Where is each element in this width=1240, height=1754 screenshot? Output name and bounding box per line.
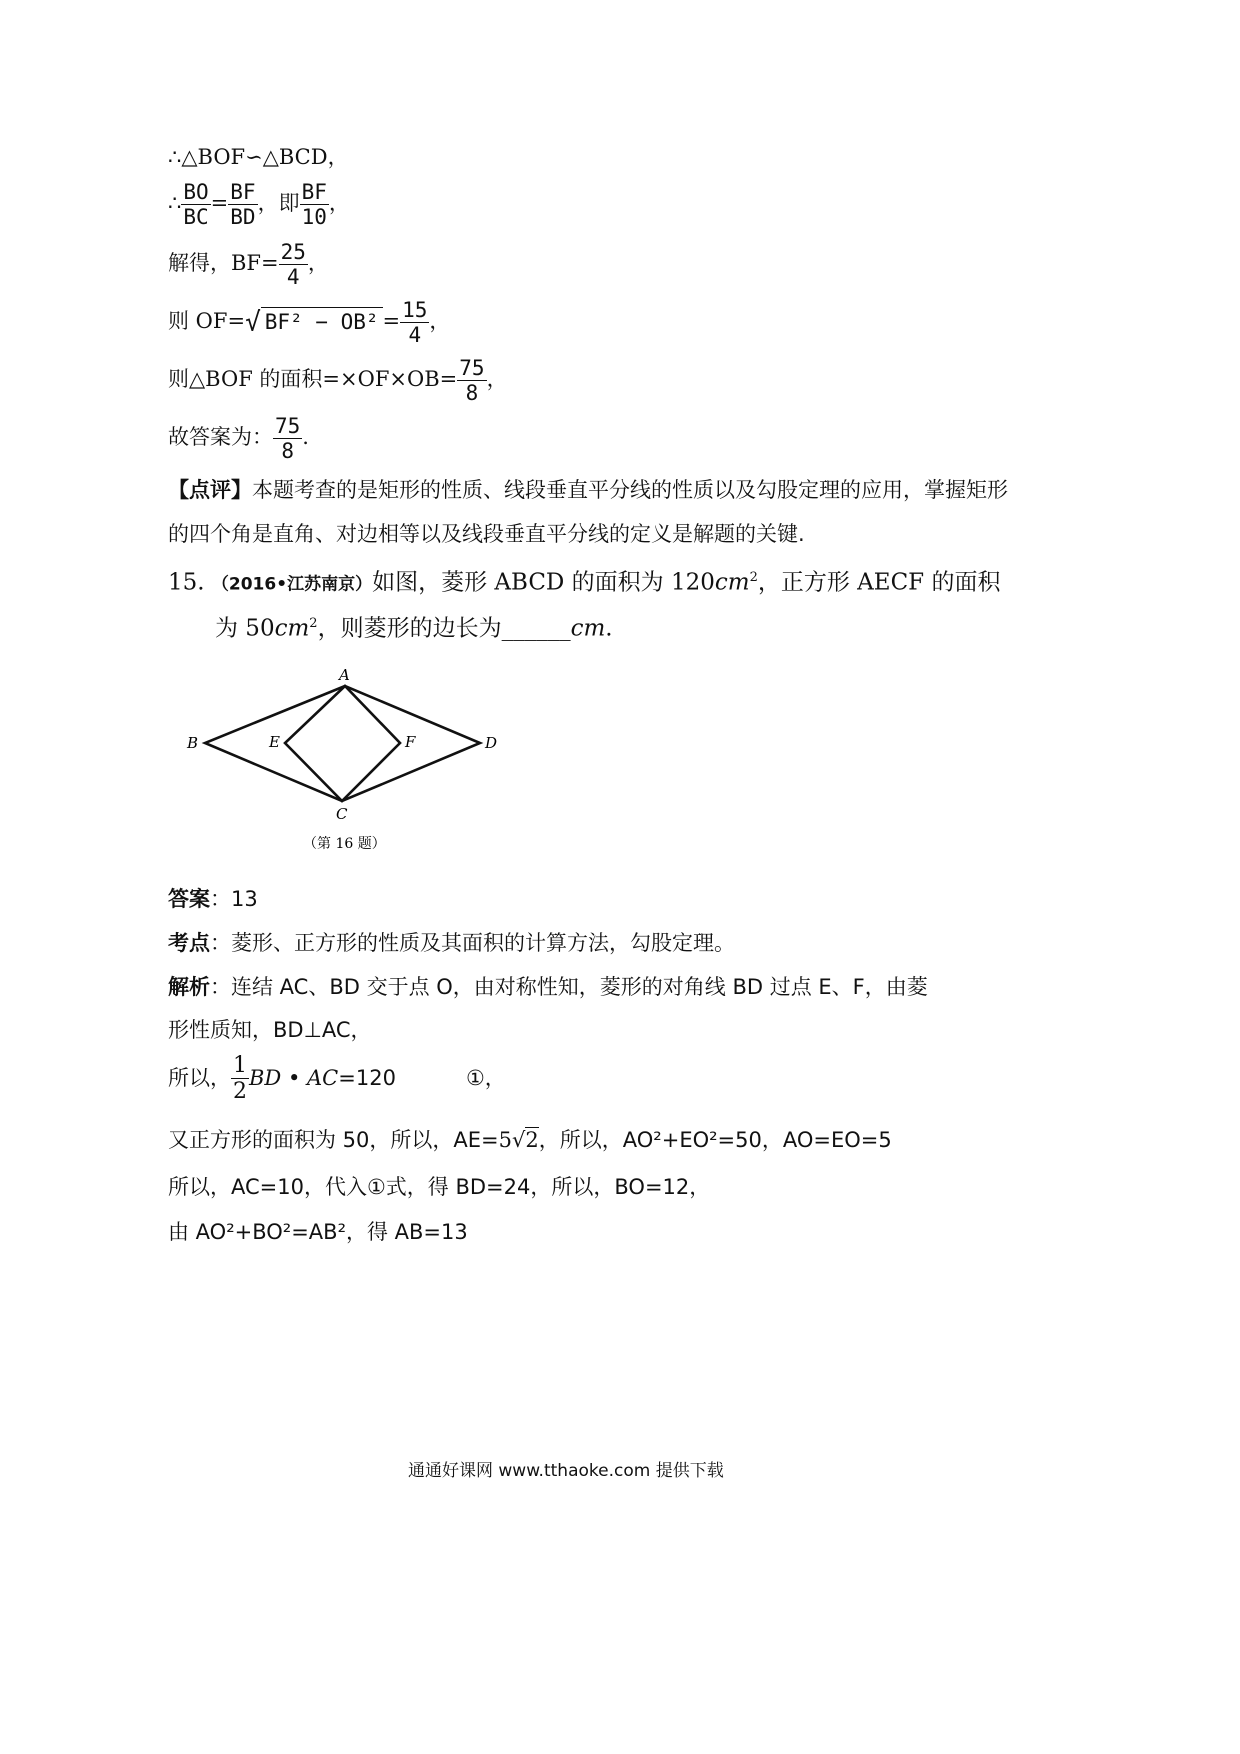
figure-caption: （第 16 题）	[303, 836, 386, 852]
sqrt-symbol-2: √	[512, 1128, 526, 1152]
jiexi-line-2: 形性质知，BD⊥AC，	[168, 1018, 372, 1042]
jiexi-line-4: 又正方形的面积为 50，所以，AE=5√2，所以，AO²+EO²=50，AO=EO=5	[168, 1128, 892, 1152]
jiexi-label: 解析	[168, 975, 210, 999]
proof-line-of: 则 OF=√ BF² − OB² = $\frac{15}{4}$ ，	[168, 298, 451, 348]
comment-label: 【点评】	[168, 478, 252, 502]
fraction-bf-10: $\frac{BF}{10}$	[301, 180, 327, 230]
proof-line-ratio: ∴ $\frac{BO}{BC}$ = $\frac{BF}{BD}$ ，即 $\frac{BF}{10}$ ，	[168, 180, 350, 230]
proof-line-area: 则△BOF 的面积=×OF×OB= $\frac{75}{8}$ ，	[168, 356, 508, 406]
fraction-75-8-area: $\frac{75}{8}$	[459, 356, 485, 406]
problem-number: 15.	[168, 569, 205, 596]
fraction-bo-bc: $\frac{BO}{BC}$	[183, 180, 209, 230]
label-d: D	[485, 734, 498, 752]
comment-line-2: 的四个角是直角、对边相等以及线段垂直平分线的定义是解题的关键.	[168, 522, 805, 546]
label-b: B	[187, 734, 199, 752]
fraction-25-4: $\frac{25}{4}$	[280, 240, 306, 290]
answer-line: 答案：13	[168, 887, 258, 911]
therefore-symbol: ∴	[168, 191, 182, 216]
answer-value: 13	[231, 887, 258, 911]
sqrt-radicand: BF² − OB²	[261, 307, 383, 334]
proof-line-similar: ∴△BOF∽△BCD，	[168, 145, 349, 169]
label-a: A	[339, 666, 350, 684]
jiexi-line-3: 所以， $\frac{1}{2}$ BD • AC=120 ①，	[168, 1053, 506, 1105]
problem-line-2: 为 $50cm^2$，则菱形的边长为______cm.	[215, 615, 613, 642]
proof-line-bf: 解得，BF= $\frac{25}{4}$ ，	[168, 240, 329, 290]
kaodian-line: 考点：菱形、正方形的性质及其面积的计算方法，勾股定理。	[168, 931, 735, 955]
problem-line-1: 15. （2016•江苏南京）如图，菱形 ABCD 的面积为 $120cm^2$，正方形 AECF 的面积	[168, 569, 1001, 596]
problem-source: （2016•江苏南京）	[211, 574, 373, 595]
fraction-one-half: $\frac{1}{2}$	[233, 1053, 247, 1105]
rhombus-abcd	[205, 686, 480, 801]
jiexi-line-5: 所以，AC=10，代入①式，得 BD=24，所以，BO=12，	[168, 1175, 711, 1199]
fraction-75-8-answer: $\frac{75}{8}$	[275, 414, 301, 464]
fraction-bf-bd: $\frac{BF}{BD}$	[230, 180, 256, 230]
fraction-15-4: $\frac{15}{4}$	[402, 298, 428, 348]
label-f: F	[405, 733, 416, 751]
label-e: E	[269, 733, 280, 751]
jiexi-line-6: 由 AO²+BO²=AB²，得 AB=13	[168, 1220, 468, 1244]
kaodian-label: 考点	[168, 931, 210, 955]
jiexi-line-1: 解析：连结 AC、BD 交于点 O，由对称性知，菱形的对角线 BD 过点 E、F，由菱	[168, 975, 928, 999]
answer-label: 答案	[168, 887, 210, 911]
rhombus-figure	[175, 660, 515, 860]
sqrt-symbol: √	[245, 307, 261, 338]
proof-line-answer: 故答案为： $\frac{75}{8}$ .	[168, 414, 309, 464]
comment-line-1: 【点评】本题考查的是矩形的性质、线段垂直平分线的性质以及勾股定理的应用，掌握矩形	[168, 478, 1008, 502]
comment-block	[168, 468, 1008, 556]
label-c: C	[336, 805, 348, 823]
page-footer: 通通好课网 www.tthaoke.com 提供下载	[408, 1461, 724, 1481]
